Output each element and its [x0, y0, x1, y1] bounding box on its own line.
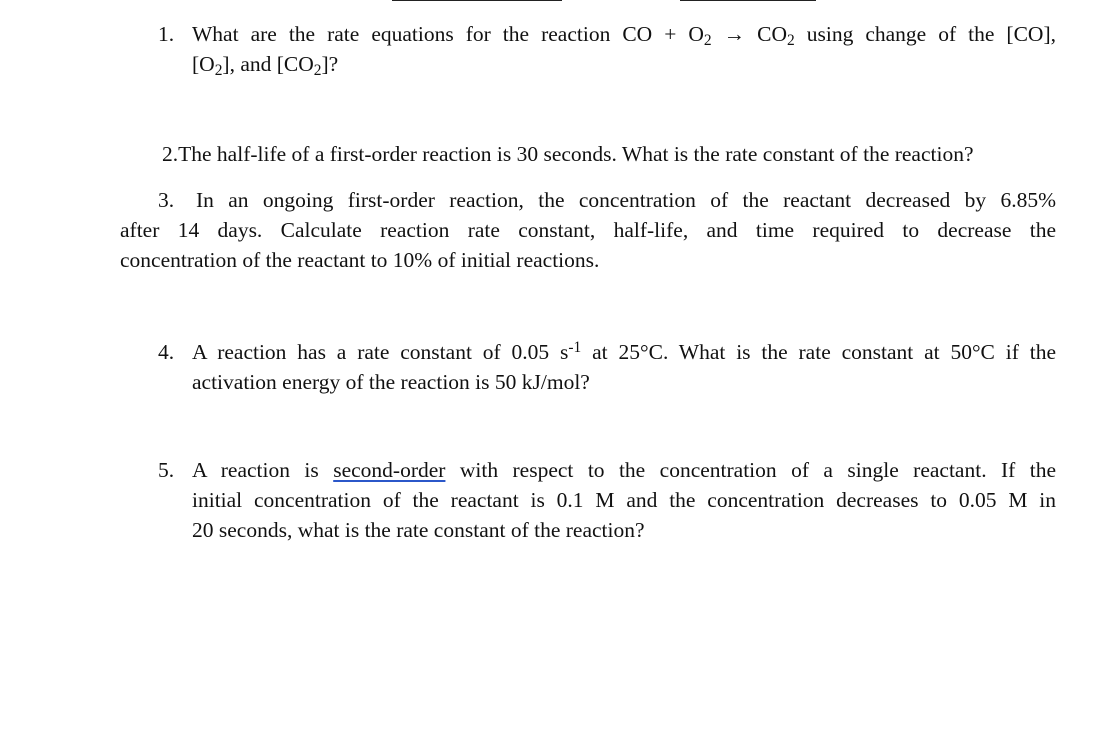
question-5-line-1: A reaction is second-order with respect to the concentration of a single reactant. If the — [192, 458, 1057, 482]
top-rule-right — [680, 0, 816, 1]
question-5-number: 5. — [158, 458, 175, 482]
spellcheck-underlined-term: second-order — [333, 458, 446, 482]
question-1-line-2: $[O_2]$, and $[CO_2]$? — [192, 52, 339, 79]
question-1-line-1: What are the rate equations for the reaction CO + $O_2 \to CO_2$ using change of the [CO], — [192, 22, 1056, 49]
question-4-line-2: activation energy of the reaction is 50 kJ/mol? — [192, 370, 590, 394]
question-3-line-1: In an ongoing first-order reaction, the concentration of the reactant decreased by 6.85% — [196, 188, 1056, 212]
question-5-line-2: initial concentration of the reactant is 0.1 M and the concentration decreases to 0.05 M in — [192, 488, 1056, 512]
top-rule-left — [392, 0, 562, 1]
question-3-number: 3. — [158, 188, 175, 212]
question-2: 2.The half-life of a first-order reaction is 30 seconds. What is the rate constant of the reaction? — [162, 142, 974, 166]
question-4-line-1: A reaction has a rate constant of 0.05 $s^{-1}$ at 25°C. What is the rate constant at 50°C if the — [192, 339, 1057, 364]
question-4-number: 4. — [158, 340, 175, 364]
question-1-number: 1. — [158, 22, 175, 46]
question-3-line-2: after 14 days. Calculate reaction rate constant, half-life, and time required to decrease the — [120, 218, 1056, 242]
question-3-line-3: concentration of the reactant to 10% of initial reactions. — [120, 248, 600, 272]
question-5-line-3: 20 seconds, what is the rate constant of the reaction? — [192, 518, 645, 542]
